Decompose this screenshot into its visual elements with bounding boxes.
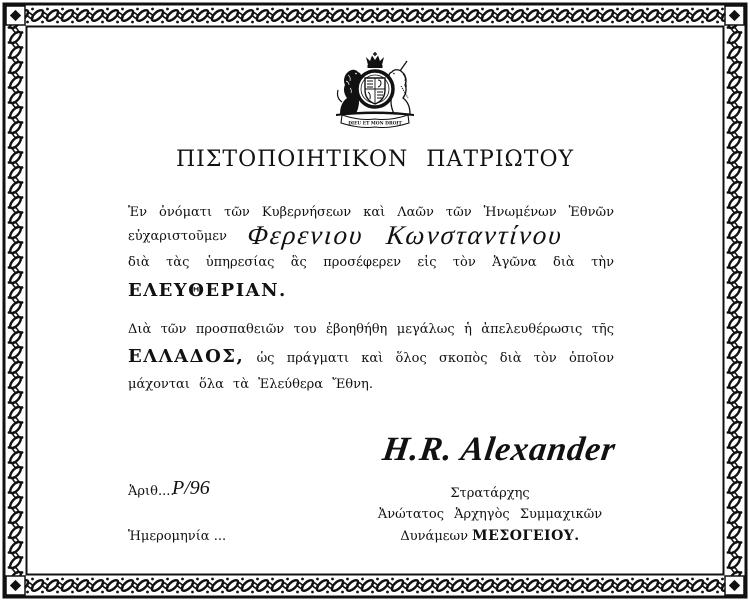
greece-caps: ΕΛΛΑΔΟΣ, — [128, 346, 245, 367]
motto-ribbon — [341, 115, 409, 128]
signatory-title-line-1: Ἀνώτατος Ἀρχηγὸς Συμμαχικῶν — [377, 507, 603, 522]
body-line-3: διὰ τὰς ὑπηρεσίας ἃς προσέφερεν εἰς τὸν Ἀγῶνα διὰ τὴν — [128, 255, 614, 270]
signatory-forces: Δυνάμεων — [400, 529, 469, 544]
freedom-caps-line — [128, 280, 287, 304]
body-line-1: Ἐν ὀνόματι τῶν Κυβερνήσεων καὶ Λαῶν τῶν Ἡνωμένων Ἐθνῶν — [128, 205, 614, 220]
border-band-top — [6, 6, 744, 25]
body-line-6-rest: ὡς πράγματι καὶ ὅλος σκοπὸς διὰ τὸν ὁποῖον — [256, 351, 615, 366]
signature-handwritten: H.R. Alexander — [380, 431, 619, 468]
number-label: Ἀριθ.... — [128, 484, 175, 499]
freedom-caps: ΕΛΕΥΘΕΡΙΑΝ. — [128, 280, 287, 301]
signatory-region: ΜΕΣΟΓΕΙΟΥ. — [472, 528, 580, 544]
border-band-right — [725, 6, 744, 595]
border-band-left — [6, 6, 25, 595]
garter-and-shield — [357, 71, 393, 107]
thanks-text: εὐχαριστοῦμεν — [128, 229, 227, 244]
crown — [366, 52, 384, 68]
recipient-name-handwritten: Φερενιου Κωνσταντίνου — [246, 220, 565, 250]
coat-of-arms-emblem — [330, 52, 420, 130]
body-line-5: Διὰ τῶν προσπαθειῶν του ἐβοηθήθη μεγάλως ἡ ἀπελευθέρωσις τῆς — [128, 322, 614, 337]
signatory-rank: Στρατάρχης — [450, 486, 530, 501]
number-value-handwritten: P/96 — [172, 477, 210, 499]
motto-text: DIEU ET MON DROIT — [348, 121, 402, 127]
border-band-bottom — [6, 576, 744, 595]
body-line-7: μάχονται ὅλα τὰ Ἐλεύθερα Ἔθνη. — [128, 377, 373, 392]
date-label: Ἡμερομηνία ... — [128, 529, 227, 544]
signatory-title-line-2 — [360, 528, 620, 545]
certificate-title: ΠΙΣΤΟΠΟΙΗΤΙΚΟΝ ΠΑΤΡΙΩΤΟΥ — [175, 147, 575, 172]
body-line-6 — [128, 346, 614, 370]
